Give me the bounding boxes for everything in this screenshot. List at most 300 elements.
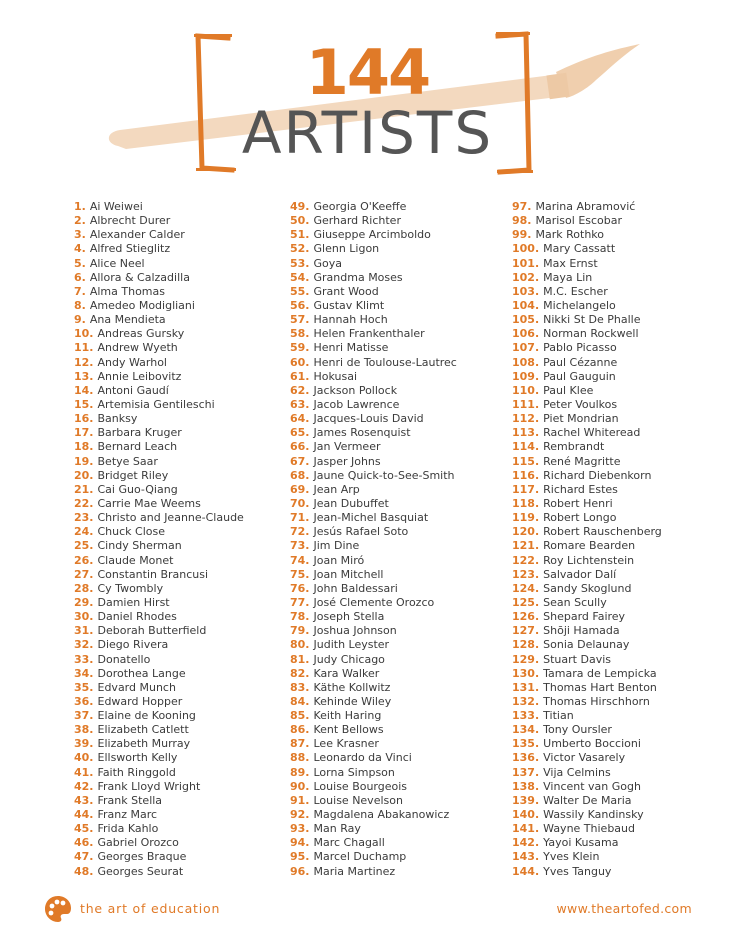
list-item-number: 17.	[74, 426, 94, 440]
list-item-artist: Andy Warhol	[97, 355, 167, 369]
list-item-artist: José Clemente Orozco	[313, 595, 435, 609]
list-item-artist: Diego Rivera	[97, 638, 169, 652]
list-item-number: 102.	[512, 270, 540, 284]
list-item	[74, 271, 244, 285]
list-item-number: 115.	[512, 454, 540, 468]
list-item-number: 106.	[512, 327, 540, 341]
list-item-number: 3.	[74, 228, 86, 242]
list-item	[290, 398, 457, 412]
list-item-number: 51.	[290, 228, 310, 242]
list-item	[290, 568, 457, 582]
list-item-artist: Judith Leyster	[313, 638, 390, 652]
list-item-artist: Damien Hirst	[97, 595, 170, 609]
list-item-artist: Man Ray	[313, 822, 361, 836]
list-item-number: 41.	[74, 765, 94, 779]
list-item-number: 87.	[290, 737, 310, 751]
list-item-artist: Jim Dine	[313, 539, 360, 553]
list-item	[74, 257, 244, 271]
list-item	[512, 455, 662, 469]
list-item	[512, 709, 662, 723]
list-item	[290, 836, 457, 850]
list-item	[512, 596, 662, 610]
list-item	[74, 794, 244, 808]
list-item	[74, 808, 244, 822]
list-item-number: 23.	[74, 511, 94, 525]
list-item	[290, 412, 457, 426]
list-item-number: 16.	[74, 412, 94, 426]
list-item-artist: Yves Tanguy	[543, 864, 612, 878]
list-item-artist: Frida Kahlo	[97, 822, 159, 836]
list-item-artist: Max Ernst	[543, 256, 598, 270]
list-item-number: 81.	[290, 652, 310, 666]
list-item-artist: Tony Oursler	[543, 723, 612, 737]
list-item-number: 7.	[74, 284, 86, 298]
list-item-number: 126.	[512, 610, 540, 624]
list-item	[74, 539, 244, 553]
list-item-number: 54.	[290, 270, 310, 284]
list-item-artist: Joshua Johnson	[313, 624, 397, 638]
list-item	[512, 341, 662, 355]
list-item	[512, 836, 662, 850]
list-item	[512, 313, 662, 327]
list-item	[290, 709, 457, 723]
list-item	[512, 497, 662, 511]
list-item-number: 138.	[512, 779, 540, 793]
list-item-number: 34.	[74, 666, 94, 680]
list-item-artist: John Baldessari	[313, 581, 398, 595]
list-item	[74, 865, 244, 879]
list-item-artist: Antoni Gaudí	[97, 383, 169, 397]
list-item-artist: Hokusai	[313, 369, 358, 383]
list-item	[74, 653, 244, 667]
list-item	[512, 794, 662, 808]
list-item-number: 107.	[512, 341, 540, 355]
list-item	[74, 469, 244, 483]
list-item-number: 123.	[512, 567, 540, 581]
list-item-number: 26.	[74, 553, 94, 567]
list-item-artist: Marcel Duchamp	[313, 850, 407, 864]
list-item	[290, 653, 457, 667]
list-item-artist: Joan Miró	[313, 553, 365, 567]
list-item-artist: Salvador Dalí	[543, 567, 617, 581]
list-item-number: 19.	[74, 454, 94, 468]
list-item-artist: Thomas Hirschhorn	[543, 694, 650, 708]
list-item-number: 14.	[74, 383, 94, 397]
footer-brand[interactable]: the art of education	[80, 901, 221, 916]
list-item	[290, 822, 457, 836]
list-item-number: 75.	[290, 567, 310, 581]
list-item-number: 108.	[512, 355, 540, 369]
list-item	[290, 554, 457, 568]
list-item-artist: Andrew Wyeth	[97, 341, 178, 355]
list-item	[74, 737, 244, 751]
footer-logo[interactable]	[42, 893, 74, 929]
list-item-artist: Chuck Close	[97, 525, 166, 539]
list-item-artist: Georges Braque	[97, 850, 187, 864]
list-item-number: 93.	[290, 822, 310, 836]
list-item	[512, 440, 662, 454]
list-item-number: 52.	[290, 242, 310, 256]
list-item-number: 63.	[290, 397, 310, 411]
list-item-number: 112.	[512, 412, 540, 426]
list-item-artist: Pablo Picasso	[543, 341, 617, 355]
list-item-number: 27.	[74, 567, 94, 581]
list-item-number: 56.	[290, 298, 310, 312]
footer-url-link[interactable]: www.theartofed.com	[556, 901, 692, 916]
list-item	[74, 483, 244, 497]
list-item-number: 43.	[74, 793, 94, 807]
list-item-number: 65.	[290, 426, 310, 440]
list-item-artist: Dorothea Lange	[97, 666, 186, 680]
list-item-number: 142.	[512, 836, 540, 850]
list-item	[290, 638, 457, 652]
list-item	[512, 766, 662, 780]
list-item	[290, 370, 457, 384]
list-item	[512, 808, 662, 822]
list-item	[290, 525, 457, 539]
list-item-artist: Yayoi Kusama	[543, 836, 619, 850]
list-item-artist: Annie Leibovitz	[97, 369, 182, 383]
list-item	[512, 568, 662, 582]
list-item-number: 57.	[290, 313, 310, 327]
list-item-artist: Louise Bourgeois	[313, 779, 408, 793]
list-item	[74, 695, 244, 709]
list-item-number: 117.	[512, 482, 540, 496]
list-item	[74, 638, 244, 652]
list-item	[74, 356, 244, 370]
list-item-artist: Marina Abramović	[535, 200, 636, 213]
list-item-artist: Daniel Rhodes	[97, 610, 177, 624]
list-item-artist: Elizabeth Murray	[97, 737, 191, 751]
list-item-artist: Franz Marc	[97, 808, 158, 822]
list-item-artist: Vija Celmins	[543, 765, 611, 779]
list-item-artist: Jasper Johns	[313, 454, 381, 468]
list-item-number: 49.	[290, 200, 310, 213]
list-item-artist: Lorna Simpson	[313, 765, 395, 779]
list-item-number: 12.	[74, 355, 94, 369]
list-item-artist: Jean-Michel Basquiat	[313, 511, 429, 525]
list-item-number: 111.	[512, 397, 540, 411]
list-item	[290, 200, 457, 214]
list-item-number: 72.	[290, 525, 310, 539]
list-item	[74, 667, 244, 681]
list-item	[74, 766, 244, 780]
list-item-artist: Umberto Boccioni	[543, 737, 641, 751]
list-item-artist: Ana Mendieta	[89, 313, 166, 327]
list-item-artist: Nikki St De Phalle	[543, 313, 641, 327]
list-item	[512, 539, 662, 553]
list-item-artist: Frank Lloyd Wright	[97, 779, 201, 793]
list-item-artist: Norman Rockwell	[543, 327, 639, 341]
palette-icon	[42, 893, 74, 925]
list-item	[290, 426, 457, 440]
list-item-artist: Jacques-Louis David	[313, 412, 424, 426]
list-item-number: 11.	[74, 341, 94, 355]
list-item-number: 92.	[290, 808, 310, 822]
list-item-number: 24.	[74, 525, 94, 539]
list-item-number: 55.	[290, 284, 310, 298]
list-item-artist: Alma Thomas	[89, 284, 165, 298]
list-item-artist: Elaine de Kooning	[97, 709, 196, 723]
list-item	[512, 214, 662, 228]
list-item-artist: Gustav Klimt	[313, 298, 385, 312]
list-item-artist: M.C. Escher	[543, 284, 608, 298]
list-item-number: 141.	[512, 822, 540, 836]
list-item-number: 77.	[290, 595, 310, 609]
list-item-artist: Yves Klein	[543, 850, 600, 864]
list-item-artist: Michelangelo	[543, 298, 616, 312]
list-item	[74, 582, 244, 596]
list-item	[290, 285, 457, 299]
list-item-number: 2.	[74, 214, 86, 228]
list-item	[290, 242, 457, 256]
list-item-artist: Piet Mondrian	[543, 412, 619, 426]
list-item-number: 96.	[290, 864, 310, 878]
list-item-artist: Glenn Ligon	[313, 242, 380, 256]
list-item	[512, 257, 662, 271]
list-item-artist: Marc Chagall	[313, 836, 385, 850]
list-item	[74, 497, 244, 511]
list-item-number: 120.	[512, 525, 540, 539]
list-item-artist: Giuseppe Arcimboldo	[313, 228, 431, 242]
list-item-artist: Helen Frankenthaler	[313, 327, 425, 341]
list-item-artist: Jacob Lawrence	[313, 397, 400, 411]
list-item	[290, 624, 457, 638]
list-item-number: 130.	[512, 666, 540, 680]
list-item-number: 68.	[290, 468, 310, 482]
list-item-number: 67.	[290, 454, 310, 468]
list-item	[512, 299, 662, 313]
list-item-artist: Rembrandt	[543, 440, 605, 454]
list-item-number: 90.	[290, 779, 310, 793]
list-item-number: 22.	[74, 496, 94, 510]
list-item-artist: Vincent van Gogh	[543, 779, 641, 793]
list-item	[512, 525, 662, 539]
list-item-number: 46.	[74, 836, 94, 850]
list-item-number: 89.	[290, 765, 310, 779]
list-item-artist: Robert Henri	[543, 496, 613, 510]
list-item-number: 132.	[512, 694, 540, 708]
list-item	[74, 370, 244, 384]
list-item	[512, 327, 662, 341]
list-item-artist: Deborah Butterfield	[97, 624, 207, 638]
list-item	[74, 455, 244, 469]
list-item-number: 6.	[74, 270, 86, 284]
list-item	[290, 313, 457, 327]
list-item-number: 95.	[290, 850, 310, 864]
list-item-artist: Alfred Stieglitz	[89, 242, 171, 256]
list-item-artist: Cy Twombly	[97, 581, 164, 595]
list-item-artist: Barbara Kruger	[97, 426, 182, 440]
list-item-artist: Kent Bellows	[313, 723, 384, 737]
list-item-artist: Shōji Hamada	[543, 624, 620, 638]
list-item	[290, 751, 457, 765]
list-item	[290, 214, 457, 228]
list-item	[512, 638, 662, 652]
list-item-number: 137.	[512, 765, 540, 779]
list-item	[290, 483, 457, 497]
list-item	[74, 200, 244, 214]
list-item	[512, 751, 662, 765]
list-item-number: 39.	[74, 737, 94, 751]
list-item	[512, 610, 662, 624]
list-item-artist: Victor Vasarely	[543, 751, 626, 765]
list-item-artist: Stuart Davis	[543, 652, 611, 666]
list-item	[512, 667, 662, 681]
list-item	[512, 681, 662, 695]
list-item	[512, 653, 662, 667]
list-item	[74, 624, 244, 638]
list-item	[74, 836, 244, 850]
list-item	[512, 426, 662, 440]
list-item-artist: Maya Lin	[543, 270, 593, 284]
list-item-artist: Andreas Gursky	[97, 327, 185, 341]
list-item-number: 94.	[290, 836, 310, 850]
list-item	[74, 568, 244, 582]
list-item-number: 103.	[512, 284, 540, 298]
list-item	[512, 370, 662, 384]
list-item-artist: Donatello	[97, 652, 151, 666]
list-item-artist: Wassily Kandinsky	[543, 808, 644, 822]
list-item-artist: Georges Seurat	[97, 864, 184, 878]
list-item-number: 133.	[512, 709, 540, 723]
list-item-number: 139.	[512, 793, 540, 807]
list-item	[512, 384, 662, 398]
list-item	[74, 412, 244, 426]
list-item-artist: Ai Weiwei	[89, 200, 143, 213]
list-item-artist: Frank Stella	[97, 793, 163, 807]
artist-column-2	[290, 200, 457, 879]
list-item-artist: Richard Estes	[543, 482, 618, 496]
list-item-artist: Jan Vermeer	[313, 440, 381, 454]
list-item-artist: Paul Cézanne	[543, 355, 618, 369]
list-item	[74, 426, 244, 440]
list-item-number: 8.	[74, 298, 86, 312]
list-item	[74, 313, 244, 327]
list-item-number: 66.	[290, 440, 310, 454]
list-item-artist: Mary Cassatt	[543, 242, 616, 256]
list-item-artist: Paul Klee	[543, 383, 594, 397]
list-item-artist: Grant Wood	[313, 284, 379, 298]
list-item-artist: Elizabeth Catlett	[97, 723, 189, 737]
list-item-artist: Marisol Escobar	[535, 214, 623, 228]
list-item	[74, 554, 244, 568]
list-item	[512, 780, 662, 794]
list-item	[74, 327, 244, 341]
list-item	[512, 398, 662, 412]
list-item-number: 1.	[74, 200, 86, 213]
list-item-number: 31.	[74, 624, 94, 638]
list-item-number: 98.	[512, 214, 532, 228]
list-item-number: 30.	[74, 610, 94, 624]
list-item-artist: Leonardo da Vinci	[313, 751, 412, 765]
list-item-number: 134.	[512, 723, 540, 737]
list-item-artist: Goya	[313, 256, 343, 270]
list-item	[512, 242, 662, 256]
list-item-artist: Bridget Riley	[97, 468, 169, 482]
list-item-number: 10.	[74, 327, 94, 341]
list-item-artist: Thomas Hart Benton	[543, 680, 657, 694]
list-item-artist: Cai Guo-Qiang	[97, 482, 178, 496]
list-item	[290, 228, 457, 242]
list-item-artist: Sandy Skoglund	[543, 581, 632, 595]
list-item-artist: Betye Saar	[97, 454, 158, 468]
list-item	[290, 808, 457, 822]
list-item	[512, 228, 662, 242]
list-item	[512, 624, 662, 638]
list-item-number: 5.	[74, 256, 86, 270]
list-item-artist: Louise Nevelson	[313, 793, 403, 807]
list-item-artist: Allora & Calzadilla	[89, 270, 190, 284]
list-item	[74, 299, 244, 313]
list-item-artist: Wayne Thiebaud	[543, 822, 635, 836]
list-item-number: 4.	[74, 242, 86, 256]
list-item	[512, 737, 662, 751]
list-item	[290, 299, 457, 313]
list-item-artist: Jean Arp	[313, 482, 360, 496]
list-item-artist: Richard Diebenkorn	[543, 468, 652, 482]
list-item-number: 127.	[512, 624, 540, 638]
list-item-artist: Lee Krasner	[313, 737, 379, 751]
list-item-number: 20.	[74, 468, 94, 482]
list-item-number: 143.	[512, 850, 540, 864]
list-item-number: 59.	[290, 341, 310, 355]
list-item-number: 50.	[290, 214, 310, 228]
list-item-number: 64.	[290, 412, 310, 426]
list-item	[512, 356, 662, 370]
list-item-number: 42.	[74, 779, 94, 793]
list-item-number: 79.	[290, 624, 310, 638]
list-item	[74, 610, 244, 624]
list-item-number: 62.	[290, 383, 310, 397]
list-item-number: 33.	[74, 652, 94, 666]
list-item-artist: Alexander Calder	[89, 228, 185, 242]
list-item-number: 73.	[290, 539, 310, 553]
list-item	[74, 214, 244, 228]
list-item-artist: Henri de Toulouse-Lautrec	[313, 355, 457, 369]
list-item-artist: Keith Haring	[313, 709, 382, 723]
list-item	[290, 794, 457, 808]
list-item-number: 144.	[512, 864, 540, 878]
list-item-artist: Kehinde Wiley	[313, 694, 392, 708]
list-item	[290, 384, 457, 398]
list-item-artist: Sean Scully	[543, 595, 607, 609]
list-item-number: 116.	[512, 468, 540, 482]
list-item-artist: Edvard Munch	[97, 680, 176, 694]
list-item	[290, 341, 457, 355]
list-item	[290, 737, 457, 751]
list-item	[74, 511, 244, 525]
list-item-number: 61.	[290, 369, 310, 383]
list-item	[512, 723, 662, 737]
list-item-number: 86.	[290, 723, 310, 737]
list-item-artist: Joan Mitchell	[313, 567, 384, 581]
list-item-artist: Roy Lichtenstein	[543, 553, 635, 567]
list-item-number: 70.	[290, 496, 310, 510]
list-item	[290, 596, 457, 610]
list-item-artist: Gerhard Richter	[313, 214, 401, 228]
list-item-artist: Paul Gauguin	[543, 369, 616, 383]
list-item	[512, 850, 662, 864]
list-item-number: 32.	[74, 638, 94, 652]
list-item-artist: Maria Martinez	[313, 864, 396, 878]
list-item-number: 60.	[290, 355, 310, 369]
list-item-artist: Jesús Rafael Soto	[313, 525, 409, 539]
list-item-number: 104.	[512, 298, 540, 312]
list-item	[74, 384, 244, 398]
list-item	[290, 497, 457, 511]
list-item	[290, 356, 457, 370]
